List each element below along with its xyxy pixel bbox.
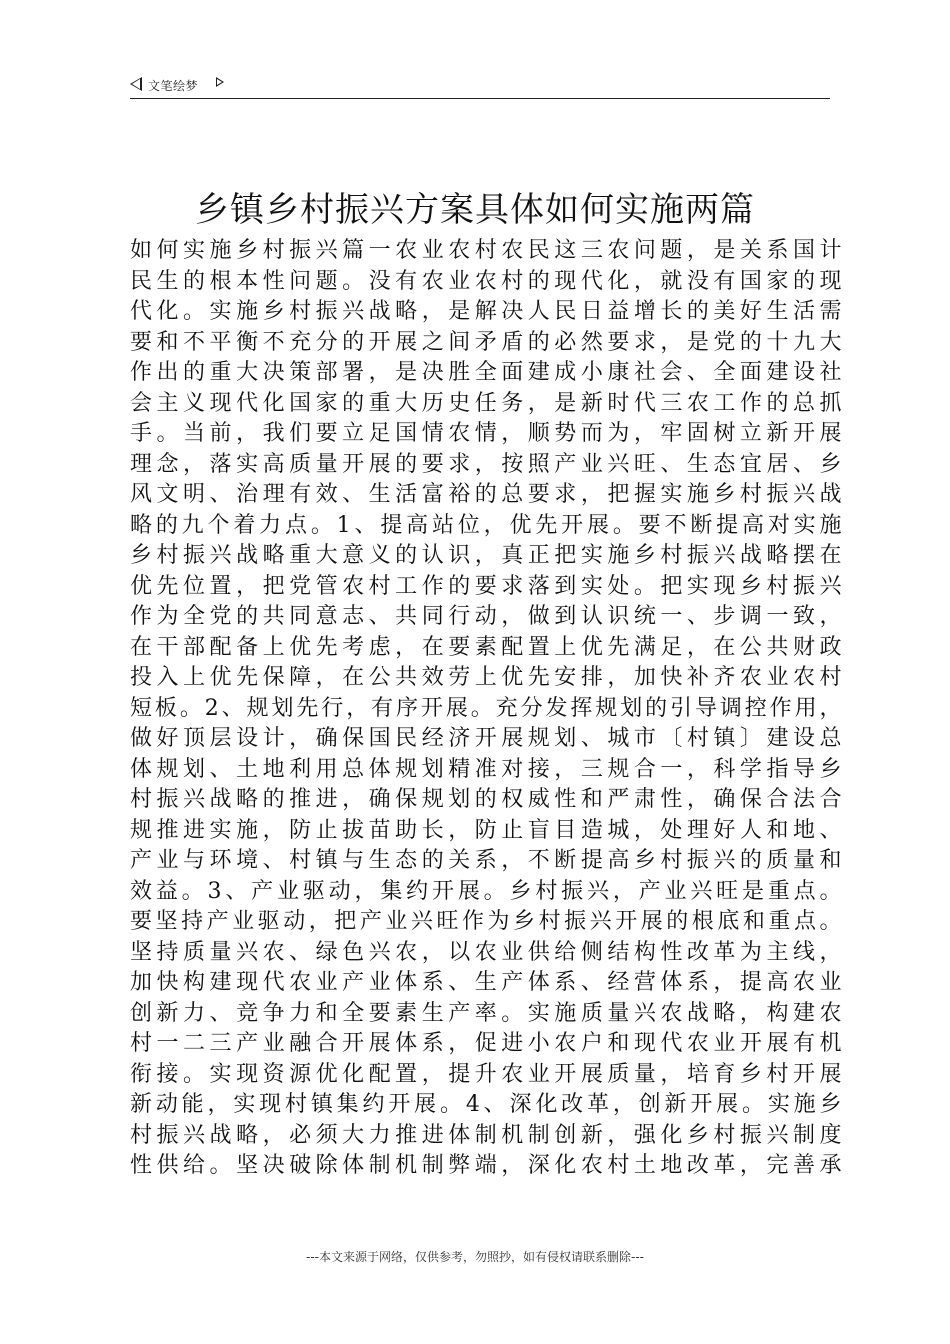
- left-triangle-icon: [130, 77, 142, 91]
- body-line: 优先位置，把党管农村工作的要求落到实处。把实现乡村振兴: [130, 573, 842, 599]
- body-line: 新动能，实现村镇集约开展。4、深化改革，创新开展。实施乡: [130, 1092, 842, 1117]
- body-line: 在干部配备上优先考虑，在要素配置上优先满足，在公共财政: [130, 634, 842, 660]
- document-body: [130, 236, 842, 1182]
- body-line: 坚持质量兴农、绿色兴农，以农业供给侧结构性改革为主线，: [130, 939, 842, 965]
- body-line: 村振兴战略的推进，确保规划的权威性和严肃性，确保合法合: [130, 787, 842, 812]
- header-brand: 文笔绘梦: [148, 79, 199, 93]
- body-line: 做好顶层设计，确保国民经济开展规划、城市〔村镇〕建设总: [130, 726, 842, 751]
- body-line: 体规划、土地利用总体规划精准对接，三规合一，科学指导乡: [130, 756, 842, 782]
- body-line: 民生的根本性问题。没有农业农村的现代化，就没有国家的现: [130, 268, 842, 294]
- body-line: 要坚持产业驱动，把产业兴旺作为乡村振兴开展的根底和重点。: [130, 909, 842, 934]
- footer-notice: ---本文来源于网络，仅供参考，勿照抄，如有侵权请联系删除---: [306, 1250, 644, 1264]
- body-line: 产业与环境、村镇与生态的关系，不断提高乡村振兴的质量和: [130, 848, 842, 873]
- body-line: 风文明、治理有效、生活富裕的总要求，把握实施乡村振兴战: [130, 482, 842, 507]
- body-line: 如何实施乡村振兴篇一农业农村农民这三农问题，是关系国计: [130, 238, 842, 263]
- body-line: 作出的重大决策部署，是决胜全面建成小康社会、全面建设社: [130, 360, 842, 385]
- body-line: 乡村振兴战略重大意义的认识，真正把实施乡村振兴战略摆在: [130, 543, 842, 568]
- body-line: 要和不平衡不充分的开展之间矛盾的必然要求，是党的十九大: [130, 329, 842, 355]
- body-line: 效益。3、产业驱动，集约开展。乡村振兴，产业兴旺是重点。: [130, 878, 842, 904]
- document-title: 乡镇乡村振兴方案具体如何实施两篇: [195, 190, 755, 230]
- body-line: 短板。2、规划先行，有序开展。充分发挥规划的引导调控作用，: [130, 695, 842, 721]
- body-line: 手。当前，我们要立足国情农情，顺势而为，牢固树立新开展: [130, 421, 842, 446]
- right-triangle-icon: [216, 77, 224, 87]
- body-line: 投入上优先保障，在公共效劳上优先安排，加快补齐农业农村: [130, 665, 842, 690]
- body-line: 作为全党的共同意志、共同行动，做到认识统一、步调一致，: [130, 604, 842, 629]
- body-line: 加快构建现代农业产业体系、生产体系、经营体系，提高农业: [130, 970, 842, 995]
- body-line: 会主义现代化国家的重大历史任务，是新时代三农工作的总抓: [130, 390, 842, 416]
- body-line: 代化。实施乡村振兴战略，是解决人民日益增长的美好生活需: [130, 299, 842, 324]
- page-header: [130, 74, 830, 99]
- body-line: 规推进实施，防止拔苗助长，防止盲目造城，处理好人和地、: [130, 817, 842, 843]
- body-line: 创新力、竞争力和全要素生产率。实施质量兴农战略，构建农: [130, 1000, 842, 1026]
- body-line: 略的九个着力点。1、提高站位，优先开展。要不断提高对实施: [130, 512, 842, 538]
- body-line: 理念，落实高质量开展的要求，按照产业兴旺、生态宜居、乡: [130, 451, 842, 477]
- body-line: 性供给。坚决破除体制机制弊端，深化农村土地改革，完善承: [130, 1153, 842, 1178]
- body-line: 村振兴战略，必须大力推进体制机制创新，强化乡村振兴制度: [130, 1122, 842, 1148]
- body-line: 村一二三产业融合开展体系，促进小农户和现代农业开展有机: [130, 1031, 842, 1056]
- body-line: 衔接。实现资源优化配置，提升农业开展质量，培育乡村开展: [130, 1061, 842, 1087]
